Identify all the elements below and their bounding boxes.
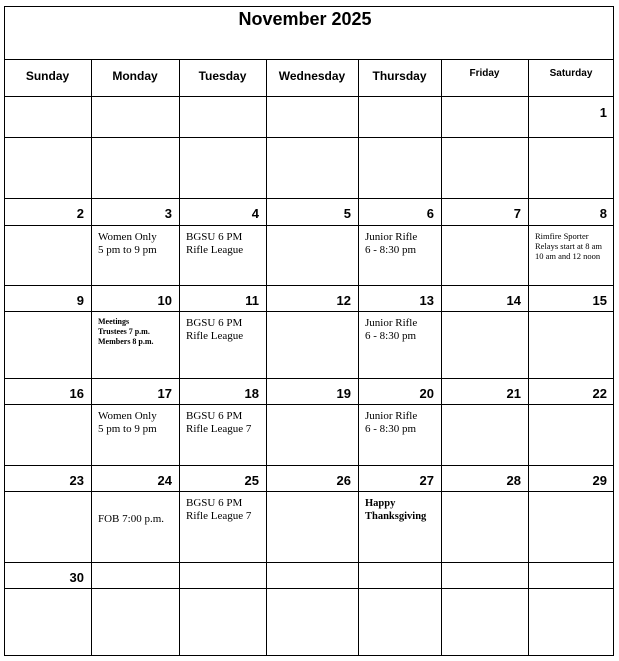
- date-number: 15: [592, 293, 607, 308]
- weekday-header-monday: Monday: [112, 69, 158, 83]
- date-number: 4: [251, 206, 259, 221]
- event-note: FOB 7:00 p.m.: [98, 513, 165, 525]
- date-number: 20: [419, 386, 434, 401]
- header-bottom-rule: [4, 96, 614, 97]
- date-number: 23: [69, 473, 84, 488]
- column-divider: [358, 59, 359, 655]
- week-date-rule: [4, 311, 614, 312]
- weekday-header-sunday: Sunday: [25, 69, 70, 83]
- week-date-rule: [4, 491, 614, 492]
- event-note: BGSU 6 PM Rifle League 7: [186, 410, 252, 435]
- event-note: Rimfire Sporter Relays start at 8 am 10 am and 12 noon: [535, 231, 603, 261]
- calendar-title: November 2025: [238, 9, 372, 29]
- event-note: BGSU 6 PM Rifle League: [186, 231, 244, 256]
- header-top-rule: [4, 59, 614, 60]
- event-note: Junior Rifle 6 - 8:30 pm: [365, 410, 418, 435]
- date-number: 26: [336, 473, 351, 488]
- date-number: 29: [592, 473, 607, 488]
- weekday-header-thursday: Thursday: [372, 69, 427, 83]
- event-note: Women Only 5 pm to 9 pm: [98, 231, 157, 256]
- date-number: 3: [164, 206, 172, 221]
- event-note: BGSU 6 PM Rifle League: [186, 317, 244, 342]
- column-divider: [441, 59, 442, 655]
- column-divider: [91, 59, 92, 655]
- date-number: 18: [244, 386, 259, 401]
- date-number: 12: [336, 293, 351, 308]
- week-bottom-rule: [4, 198, 614, 199]
- week-bottom-rule: [4, 378, 614, 379]
- week-bottom-rule: [4, 655, 614, 656]
- date-number: 16: [69, 386, 84, 401]
- date-number: 27: [419, 473, 434, 488]
- column-divider: [266, 59, 267, 655]
- weekday-header-wednesday: Wednesday: [278, 69, 346, 83]
- date-number: 13: [419, 293, 434, 308]
- date-number: 28: [506, 473, 521, 488]
- week-bottom-rule: [4, 562, 614, 563]
- week-bottom-rule: [4, 465, 614, 466]
- date-number: 25: [244, 473, 259, 488]
- date-number: 22: [592, 386, 607, 401]
- date-number: 6: [426, 206, 434, 221]
- week-date-rule: [4, 404, 614, 405]
- event-note: Happy Thanksgiving: [365, 498, 427, 522]
- week-date-rule: [4, 225, 614, 226]
- weekday-header-tuesday: Tuesday: [198, 69, 247, 83]
- week-bottom-rule: [4, 285, 614, 286]
- date-number: 8: [599, 206, 607, 221]
- date-number: 17: [157, 386, 172, 401]
- date-number: 10: [157, 293, 172, 308]
- date-number: 1: [599, 105, 607, 120]
- column-divider: [179, 59, 180, 655]
- event-note: Junior Rifle 6 - 8:30 pm: [365, 231, 418, 256]
- weekday-header-friday: Friday: [469, 68, 500, 79]
- week-date-rule: [4, 137, 614, 138]
- event-note: Junior Rifle 6 - 8:30 pm: [365, 317, 418, 342]
- week-date-rule: [4, 588, 614, 589]
- date-number: 5: [343, 206, 351, 221]
- date-number: 24: [157, 473, 172, 488]
- date-number: 30: [69, 570, 84, 585]
- date-number: 21: [506, 386, 521, 401]
- date-number: 2: [76, 206, 84, 221]
- event-note: Meetings Trustees 7 p.m. Members 8 p.m.: [98, 317, 154, 346]
- date-number: 7: [513, 206, 521, 221]
- weekday-header-saturday: Saturday: [549, 68, 593, 79]
- date-number: 14: [506, 293, 521, 308]
- date-number: 11: [245, 293, 259, 308]
- date-number: 9: [76, 293, 84, 308]
- date-number: 19: [336, 386, 351, 401]
- event-note: BGSU 6 PM Rifle League 7: [186, 497, 252, 522]
- event-note: Women Only 5 pm to 9 pm: [98, 410, 157, 435]
- column-divider: [528, 59, 529, 655]
